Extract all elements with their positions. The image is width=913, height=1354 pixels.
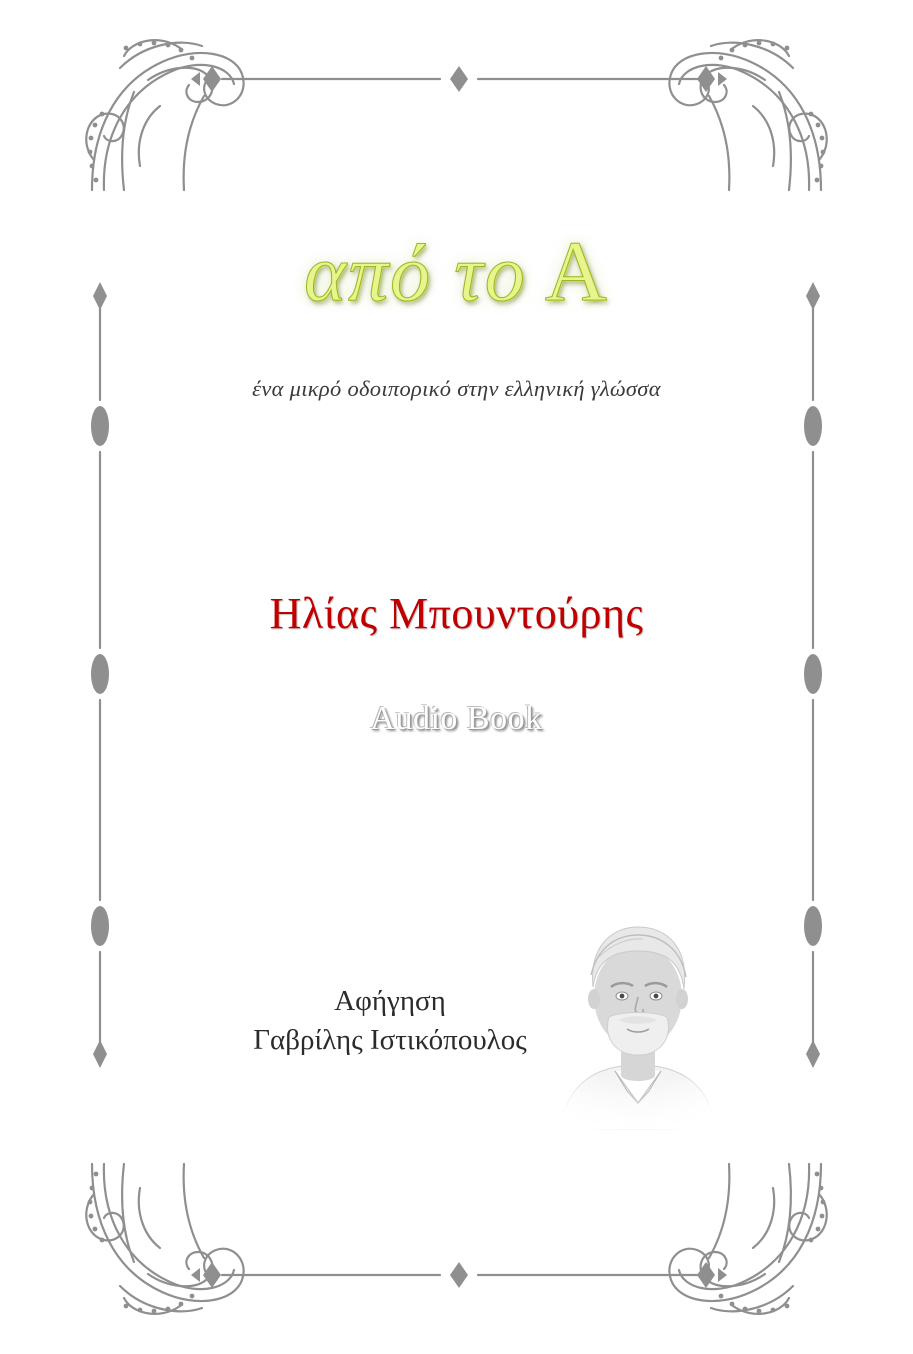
narrator-name: Γαβρίλης Ιστικόπουλος — [253, 1024, 527, 1057]
title-letter: Α — [544, 223, 609, 319]
title-text: από το — [304, 230, 527, 318]
narrator-portrait — [543, 905, 733, 1130]
author-name: Ηλίας Μπουντούρης — [269, 589, 644, 638]
narration-label: Αφήγηση — [334, 985, 446, 1017]
page-title — [0, 223, 913, 319]
page-subtitle: ένα μικρό οδοιπορικό στην ελληνική γλώσσα — [252, 376, 661, 401]
narration-credit — [180, 982, 600, 1060]
format-label: Audio Book — [370, 700, 543, 737]
